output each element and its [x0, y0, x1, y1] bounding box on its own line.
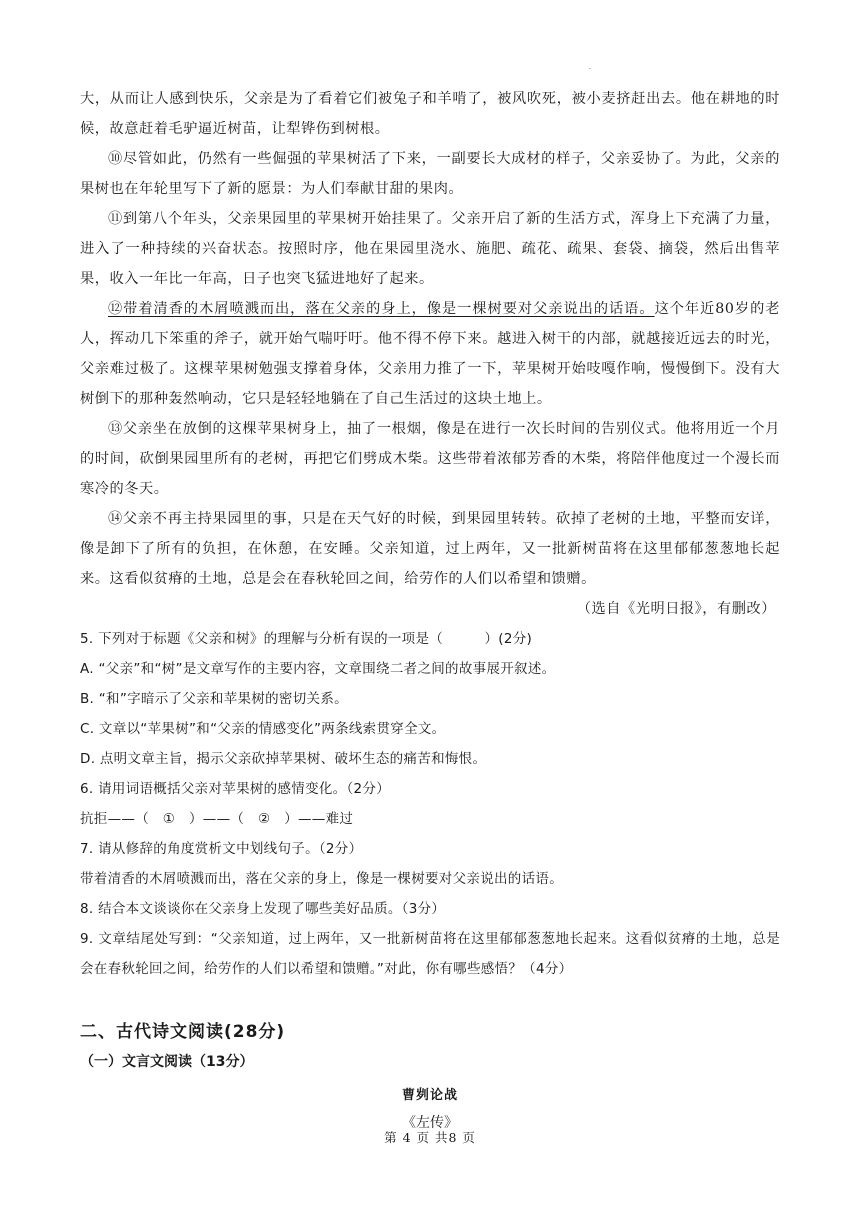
text-title: 曹刿论战 [401, 1088, 458, 1103]
section-heading: 二、古代诗文阅读(28分) [80, 1022, 286, 1042]
question-7: 7. 请从修辞的角度赏析文中划线句子。（2分） [80, 841, 363, 857]
page-footer: 第 4 页 共8 页 [384, 1130, 476, 1145]
question-5: 5. 下列对于标题《父亲和树》的理解与分析有误的一项是（ ）(2分) [80, 631, 533, 647]
question-5-option-b: B. “和”字暗示了父亲和苹果树的密切关系。 [80, 691, 348, 707]
question-6: 6. 请用词语概括父亲对苹果树的感情变化。（2分） [80, 781, 391, 797]
question-9: 9. 文章结尾处写到：“父亲知道，过上两年，又一批新树苗将在这里郁郁葱葱地长起来。这看似贫瘠的土地，总是会在春秋轮回之间，给劳作的人们以希望和馈赠。”对此，你有哪些感悟？（4分） [80, 931, 780, 977]
paragraph-13: ⑬父亲坐在放倒的这棵苹果树身上，抽了一根烟，像是在进行一次长时间的告别仪式。他将用近一个月的时间，砍倒果园里所有的老树，再把它们劈成木柴。这些带着浓郁芳香的木柴，将陪伴他度过一个漫长而寒冷的冬天。 [80, 421, 780, 497]
question-5-option-c: C. 文章以“苹果树”和“父亲的情感变化”两条线索贯穿全文。 [80, 721, 446, 737]
paragraph-continued: 大，从而让人感到快乐，父亲是为了看着它们被兔子和羊啃了，被风吹死，被小麦挤赶出去。他在耕地的时候，故意赶着毛驴逼近树苗，让犁铧伤到树根。 [80, 91, 780, 137]
text-author: 《左传》 [402, 1115, 458, 1131]
source-note: （选自《光明日报》，有删改） [576, 601, 776, 617]
question-7-sentence: 带着清香的木屑喷溅而出，落在父亲的身上，像是一棵树要对父亲说出的话语。 [80, 871, 563, 887]
section-subheading: （一）文言文阅读（13分） [80, 1054, 254, 1070]
paragraph-10: ⑩尽管如此，仍然有一些倔强的苹果树活了下来，一副要长大成材的样子，父亲妥协了。为此，父亲的果树也在年轮里写下了新的愿景：为人们奉献甘甜的果肉。 [80, 151, 780, 197]
paragraph-12-rest: 这个年近80岁的老人，挥动几下笨重的斧子，就开始气喘吁吁。他不得不停下来。越进入树干的内部，就越接近远去的时光，父亲难过极了。这棵苹果树勉强支撑着身体，父亲用力推了一下，苹果树开始吱嘎作响，慢慢倒下。没有大树倒下的那种轰然响动，它只是轻轻地躺在了自己生活过的这块土地上。 [80, 301, 780, 407]
underlined-sentence: ⑫带着清香的木屑喷溅而出，落在父亲的身上，像是一棵树要对父亲说出的话语。 [108, 301, 655, 317]
paragraph-14: ⑭父亲不再主持果园里的事，只是在天气好的时候，到果园里转转。砍掉了老树的土地，平整而安详，像是卸下了所有的负担，在休憩，在安睡。父亲知道，过上两年，又一批新树苗将在这里郁郁葱葱地长起来。这看似贫瘠的土地，总是会在春秋轮回之间，给劳作的人们以希望和馈赠。 [80, 511, 780, 587]
question-5-option-a: A. “父亲”和“树”是文章写作的主要内容，文章围绕二者之间的故事展开叙述。 [80, 661, 556, 677]
question-5-option-d: D. 点明文章主旨，揭示父亲砍掉苹果树、破坏生态的痛苦和悔恨。 [80, 751, 487, 767]
document-body [80, 84, 780, 1136]
paragraph-12 [80, 294, 780, 414]
paragraph-11: ⑪到第八个年头，父亲果园里的苹果树开始挂果了。父亲开启了新的生活方式，浑身上下充满了力量，进入了一种持续的兴奋状态。按照时序，他在果园里浇水、施肥、疏花、疏果、套袋、摘袋，然后出售苹果，收入一年比一年高，日子也突飞猛进地好了起来。 [80, 211, 780, 287]
question-6-blanks: 抗拒——（ ① ）——（ ② ）——难过 [80, 811, 354, 827]
stray-dot: . [589, 64, 591, 71]
question-8: 8. 结合本文谈谈你在父亲身上发现了哪些美好品质。（3分） [80, 901, 446, 917]
